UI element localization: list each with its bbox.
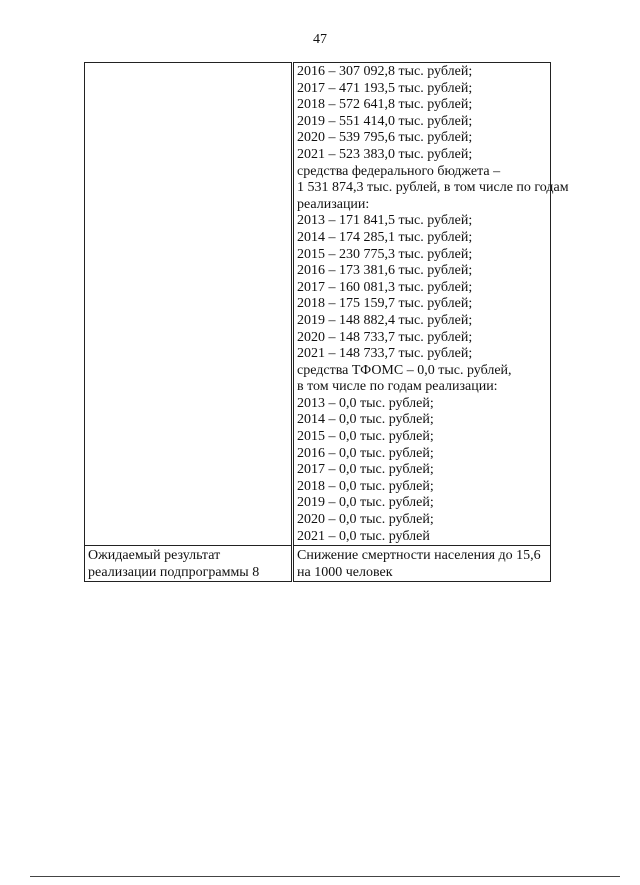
expected-result-label-cell [85, 546, 293, 582]
funding-row [85, 63, 551, 546]
funding-line: средства ТФОМС – 0,0 тыс. рублей, [297, 362, 512, 378]
expected-result-label: реализации подпрограммы 8 [88, 564, 260, 580]
funding-value-cell [293, 63, 569, 546]
expected-result-label: Ожидаемый результат [88, 548, 221, 564]
funding-line: средства федерального бюджета – [297, 163, 501, 179]
funding-line: 2015 – 230 775,3 тыс. рублей; [297, 246, 473, 262]
funding-line: 2016 – 173 381,6 тыс. рублей; [297, 263, 473, 279]
subprogram-passport-table [84, 62, 569, 582]
funding-line: 2013 – 171 841,5 тыс. рублей; [297, 213, 473, 229]
bottom-rule-divider [30, 876, 620, 877]
funding-line: 2021 – 0,0 тыс. рублей [297, 528, 430, 544]
funding-line: 2013 – 0,0 тыс. рублей; [297, 395, 434, 411]
page-number: 47 [313, 32, 327, 47]
funding-line: 2018 – 572 641,8 тыс. рублей; [297, 97, 473, 113]
funding-line: 2019 – 0,0 тыс. рублей; [297, 495, 434, 511]
funding-line: 2019 – 148 882,4 тыс. рублей; [297, 312, 473, 328]
funding-line: 2018 – 0,0 тыс. рублей; [297, 478, 434, 494]
funding-line: 2019 – 551 414,0 тыс. рублей; [297, 113, 473, 129]
funding-line: 2021 – 148 733,7 тыс. рублей; [297, 346, 473, 362]
funding-line: в том числе по годам реализации: [297, 379, 498, 395]
expected-result-value: на 1000 человек [297, 564, 393, 580]
funding-line: 2016 – 0,0 тыс. рублей; [297, 445, 434, 461]
expected-result-value: Снижение смертности населения до 15,6 [297, 548, 541, 564]
funding-line: реализации: [297, 196, 370, 212]
expected-result-value-cell [293, 546, 551, 582]
funding-line: 2017 – 160 081,3 тыс. рублей; [297, 279, 473, 295]
funding-line: 2020 – 0,0 тыс. рублей; [297, 512, 434, 528]
funding-line: 2020 – 539 795,6 тыс. рублей; [297, 130, 473, 146]
funding-label-cell [85, 63, 293, 546]
funding-line: 2020 – 148 733,7 тыс. рублей; [297, 329, 473, 345]
funding-line: 2021 – 523 383,0 тыс. рублей; [297, 146, 473, 162]
funding-line: 2014 – 174 285,1 тыс. рублей; [297, 229, 473, 245]
funding-line: 2016 – 307 092,8 тыс. рублей; [297, 64, 473, 79]
funding-line: 2015 – 0,0 тыс. рублей; [297, 429, 434, 445]
funding-line: 2017 – 471 193,5 тыс. рублей; [297, 80, 473, 96]
expected-result-row [85, 546, 551, 582]
funding-line: 2017 – 0,0 тыс. рублей; [297, 462, 434, 478]
funding-line: 2018 – 175 159,7 тыс. рублей; [297, 296, 473, 312]
funding-line: 2014 – 0,0 тыс. рублей; [297, 412, 434, 428]
funding-line: 1 531 874,3 тыс. рублей, в том числе по годам [297, 180, 569, 196]
